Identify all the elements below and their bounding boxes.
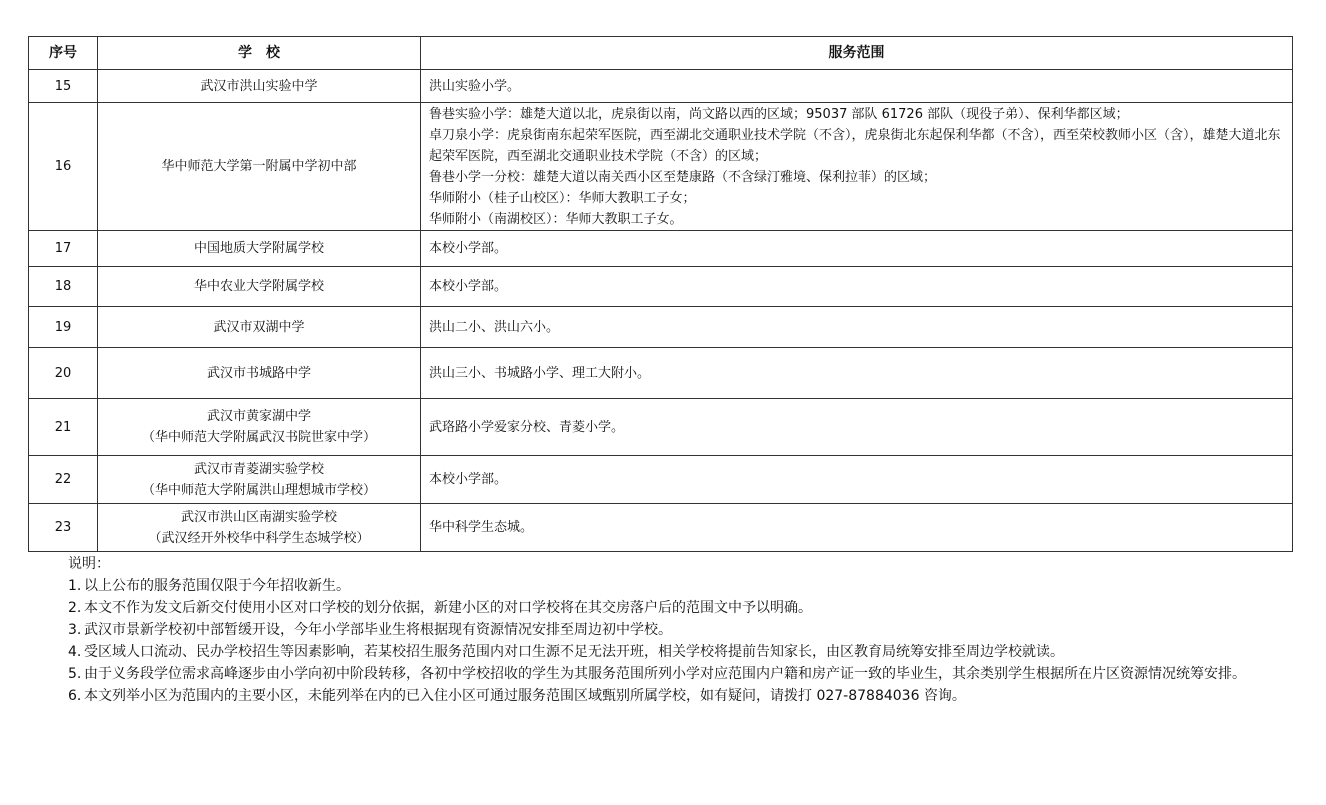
row-number: 16 [29,103,98,231]
note-number: 3. [68,622,82,638]
scope-cell [421,399,1293,456]
school-cell [98,103,421,231]
note-text: 受区域人口流动、民办学校招生等因素影响，若某校招生服务范围内对口生源不足无法开班，相关学校将提前告知家长，由区教育局统筹安排至周边学校就读。 [84,644,1064,660]
header-school: 学 校 [98,37,421,70]
row-number: 21 [29,399,98,456]
school-name: 武汉市书城路中学 [206,365,311,381]
row-number: 20 [29,348,98,399]
notes-list [68,575,1298,707]
service-area-table [28,36,1293,552]
scope-cell [421,231,1293,267]
school-cell [98,231,421,267]
row-number: 19 [29,307,98,348]
table-row [29,267,1293,307]
school-cell [98,70,421,103]
school-alias: （武汉经开外校华中科学生态城学校） [148,530,370,546]
school-cell [98,267,421,307]
table-row [29,103,1293,231]
notes-title: 说明： [68,556,110,572]
note-number: 1. [68,578,82,594]
note-text: 本文不作为发文后新交付使用小区对口学校的划分依据，新建小区的对口学校将在其交房落户后的范围文中予以明确。 [84,600,812,616]
note-text: 武汉市景新学校初中部暂缓开设，今年小学部毕业生将根据现有资源情况安排至周边初中学校。 [84,622,672,638]
note-item [68,619,1298,641]
header-scope: 服务范围 [421,37,1293,70]
scope-line: 洪山实验小学。 [429,78,521,94]
scope-cell [421,348,1293,399]
note-item [68,597,1298,619]
table-row [29,231,1293,267]
table-row [29,348,1293,399]
row-number: 15 [29,70,98,103]
scope-line: 卓刀泉小学：虎泉街南东起荣军医院，西至湖北交通职业技术学院（不含），虎泉街北东起保利华都（不含），西至荣校教师小区（含），雄楚大道北东起荣军医院，西至湖北交通职业技术学院（不含）的区域； [429,127,1281,164]
table-row [29,399,1293,456]
school-name: 武汉市青菱湖实验学校 [193,461,324,477]
note-text: 由于义务段学位需求高峰逐步由小学向初中阶段转移，各初中学校招收的学生为其服务范围所列小学对应范围内户籍和房产证一致的毕业生，其余类别学生根据所在片区资源情况统筹安排。 [84,666,1246,682]
scope-cell [421,456,1293,504]
school-name: 华中师范大学第一附属中学初中部 [161,159,357,174]
school-cell [98,307,421,348]
school-name: 中国地质大学附属学校 [193,241,324,256]
scope-cell [421,307,1293,348]
row-number: 23 [29,504,98,552]
school-name: 武汉市洪山实验中学 [200,78,318,94]
school-cell [98,456,421,504]
school-name: 武汉市黄家湖中学 [206,409,311,424]
note-number: 5. [68,666,82,682]
note-number: 4. [68,644,82,660]
school-alias: （华中师范大学附属武汉书院世家中学） [141,430,376,445]
notes-section [68,553,1298,707]
table-body [29,70,1293,552]
scope-line: 华中科学生态城。 [429,520,534,535]
row-number: 18 [29,267,98,307]
scope-line: 华师附小（桂子山校区）：华师大教职工子女； [429,190,696,206]
row-number: 22 [29,456,98,504]
scope-cell [421,70,1293,103]
note-number: 2. [68,600,82,616]
scope-cell [421,504,1293,552]
table-row [29,70,1293,103]
scope-line: 华师附小（南湖校区）：华师大教职工子女。 [429,211,683,227]
scope-line: 本校小学部。 [429,241,508,256]
header-num: 序号 [29,37,98,70]
scope-line: 洪山二小、洪山六小。 [429,319,560,335]
school-name: 武汉市双湖中学 [213,319,305,335]
note-item [68,663,1298,685]
school-cell [98,348,421,399]
scope-line: 武珞路小学爱家分校、青菱小学。 [429,419,625,435]
table-header-row [29,37,1293,70]
note-item [68,641,1298,663]
note-item [68,575,1298,597]
note-text: 以上公布的服务范围仅限于今年招收新生。 [84,578,350,594]
row-number: 17 [29,231,98,267]
note-item [68,685,1298,707]
scope-line: 本校小学部。 [429,279,508,294]
school-cell [98,504,421,552]
scope-line: 洪山三小、书城路小学、理工大附小。 [429,365,651,381]
school-cell [98,399,421,456]
note-number: 6. [68,688,82,704]
scope-cell [421,267,1293,307]
note-text: 本文列举小区为范围内的主要小区，未能列举在内的已入住小区可通过服务范围区域甄别所属学校，如有疑问，请拨打 027-87884036 咨询。 [84,688,966,704]
scope-line: 本校小学部。 [429,472,508,487]
scope-line: 鲁巷小学一分校：雄楚大道以南关西小区至楚康路（不含绿汀雅境、保利拉菲）的区域； [429,169,937,185]
scope-cell [421,103,1293,231]
school-name: 华中农业大学附属学校 [193,279,324,294]
school-alias: （华中师范大学附属洪山理想城市学校） [141,482,376,498]
table-row [29,307,1293,348]
table-row [29,456,1293,504]
table-row [29,504,1293,552]
scope-line: 鲁巷实验小学：雄楚大道以北，虎泉街以南，尚文路以西的区域；95037 部队 61726 部队（现役子弟）、保利华都区域； [429,106,1129,122]
school-name: 武汉市洪山区南湖实验学校 [180,509,337,525]
